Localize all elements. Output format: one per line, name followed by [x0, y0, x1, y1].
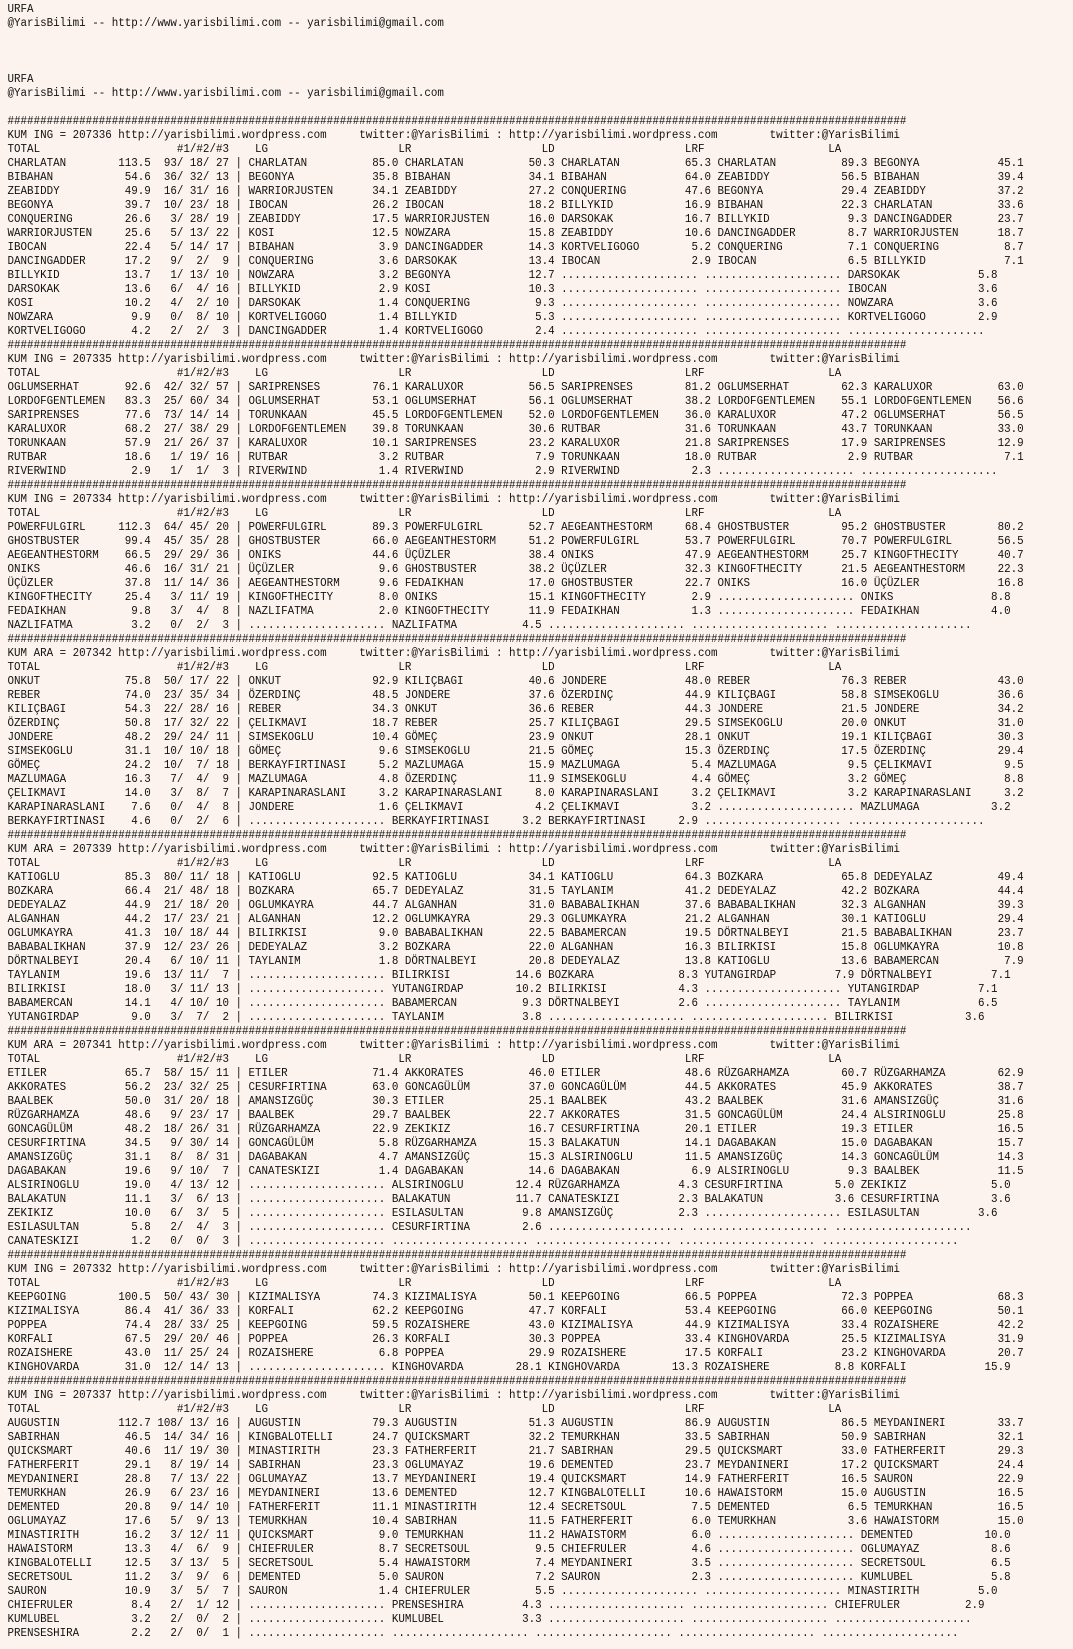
table-row: AKKORATES 56.2 23/ 32/ 25 | CESURFIRTINA 63.0 GONCAGÜLÜM 37.0 GONCAGÜLÜM 44.5 AKKORATES 45.9 AKKORATES 38.7 [7, 1081, 1024, 1094]
table-row: OGLUMKAYRA 41.3 10/ 18/ 44 | BILIRKISI 9.0 BABABALIKHAN 22.5 BABAMERCAN 19.5 DÖRTNALBEYI 21.5 BABABALIKHAN 23.7 [7, 927, 1024, 940]
section-separator: ########################################################################################################################################## [7, 1249, 907, 1262]
table-row: KILIÇBAGI 54.3 22/ 28/ 16 | REBER 34.3 ONKUT 36.6 REBER 44.3 JONDERE 21.5 JONDERE 34.2 [7, 703, 1024, 716]
table-row: POWERFULGIRL 112.3 64/ 45/ 20 | POWERFULGIRL 89.3 POWERFULGIRL 52.7 AEGEANTHESTORM 68.4 GHOSTBUSTER 95.2 GHOSTBUSTER 80.2 [7, 521, 1024, 534]
table-row: SECRETSOUL 11.2 3/ 9/ 6 | DEMENTED 5.0 SAURON 7.2 SAURON 2.3 ..................... KUMLUBEL 5.8 [7, 1571, 1011, 1584]
section-separator: ########################################################################################################################################## [7, 633, 907, 646]
table-row: KOSI 10.2 4/ 2/ 10 | DARSOKAK 1.4 CONQUERING 9.3 ..................... ..................... NOWZARA 3.6 [7, 297, 998, 310]
table-row: RÜZGARHAMZA 48.6 9/ 23/ 17 | BAALBEK 29.7 BAALBEK 22.7 AKKORATES 31.5 GONCAGÜLÜM 24.4 ALSIRINOGLU 25.8 [7, 1109, 1024, 1122]
table-row: SABIRHAN 46.5 14/ 34/ 16 | KINGBALOTELLI 24.7 QUICKSMART 32.2 TEMURKHAN 33.5 SABIRHAN 50.9 SABIRHAN 32.1 [7, 1431, 1024, 1444]
table-row: TORUNKAAN 57.9 21/ 26/ 37 | KARALUXOR 10.1 SARIPRENSES 23.2 KARALUXOR 21.8 SARIPRENSES 17.9 SARIPRENSES 12.9 [7, 437, 1024, 450]
table-row: BILLYKID 13.7 1/ 13/ 10 | NOWZARA 3.2 BEGONYA 12.7 ..................... ..................... DARSOKAK 5.8 [7, 269, 998, 282]
table-row: GÖMEÇ 24.2 10/ 7/ 18 | BERKAYFIRTINASI 5.2 MAZLUMAGA 15.9 MAZLUMAGA 5.4 MAZLUMAGA 9.5 ÇELIKMAVI 9.5 [7, 759, 1024, 772]
table-row: CHIEFRULER 8.4 2/ 1/ 12 | ..................... PRENSESHIRA 4.3 ..................... ..................... CHIEFRULER 2.9 [7, 1599, 985, 1612]
table-row: AUGUSTIN 112.7 108/ 13/ 16 | AUGUSTIN 79.3 AUGUSTIN 51.3 AUGUSTIN 86.9 AUGUSTIN 86.5 MEYDANINERI 33.7 [7, 1417, 1024, 1430]
section-separator: ########################################################################################################################################## [7, 339, 907, 352]
table-row: ÜÇÜZLER 37.8 11/ 14/ 36 | AEGEANTHESTORM 9.6 FEDAIKHAN 17.0 GHOSTBUSTER 22.7 ONIKS 16.0 ÜÇÜZLER 16.8 [7, 577, 1024, 590]
table-row: BAALBEK 50.0 31/ 20/ 18 | AMANSIZGÜÇ 30.3 ETILER 25.1 BAALBEK 43.2 BAALBEK 31.6 AMANSIZGÜÇ 31.6 [7, 1095, 1024, 1108]
column-header: TOTAL #1/#2/#3 LG LR LD LRF LA [7, 661, 842, 674]
table-row: KATIOGLU 85.3 80/ 11/ 18 | KATIOGLU 92.5 KATIOGLU 34.1 KATIOGLU 64.3 BOZKARA 65.8 DEDEYALAZ 49.4 [7, 871, 1024, 884]
race-header: KUM ARA = 207339 http://yarisbilimi.wordpress.com twitter:@YarisBilimi : http://yarisbilimi.wordpress.com twitter:@YarisBilimi [7, 843, 900, 856]
table-row: ALSIRINOGLU 19.0 4/ 13/ 12 | ..................... ALSIRINOGLU 12.4 RÜZGARHAMZA 4.3 CESURFIRTINA 5.0 ZEKIKIZ 5.0 [7, 1179, 1011, 1192]
blank-line [8, 31, 1009, 45]
column-header: TOTAL #1/#2/#3 LG LR LD LRF LA [7, 1053, 842, 1066]
race-header: KUM ARA = 207342 http://yarisbilimi.wordpress.com twitter:@YarisBilimi : http://yarisbilimi.wordpress.com twitter:@YarisBilimi [7, 647, 900, 660]
table-row: ESILASULTAN 5.8 2/ 4/ 3 | ..................... CESURFIRTINA 2.6 ..................... ..................... ..................... [7, 1221, 972, 1234]
table-row: YUTANGIRDAP 9.0 3/ 7/ 2 | ..................... TAYLANIM 3.8 ..................... ..................... BILIRKISI 3.6 [7, 1011, 985, 1024]
table-row: DARSOKAK 13.6 6/ 4/ 16 | BILLYKID 2.9 KOSI 10.3 ..................... ..................... IBOCAN 3.6 [7, 283, 998, 296]
table-row: SAURON 10.9 3/ 5/ 7 | SAURON 1.4 CHIEFRULER 5.5 ..................... ..................... MINASTIRITH 5.0 [7, 1585, 998, 1598]
table-row: RUTBAR 18.6 1/ 19/ 16 | RUTBAR 3.2 RUTBAR 7.9 TORUNKAAN 18.0 RUTBAR 2.9 RUTBAR 7.1 [7, 451, 1024, 464]
column-header: TOTAL #1/#2/#3 LG LR LD LRF LA [7, 857, 842, 870]
table-row: KARAPINARASLANI 7.6 0/ 4/ 8 | JONDERE 1.6 ÇELIKMAVI 4.2 ÇELIKMAVI 3.2 ..................... MAZLUMAGA 3.2 [7, 801, 1011, 814]
table-row: REBER 74.0 23/ 35/ 34 | ÖZERDINÇ 48.5 JONDERE 37.6 ÖZERDINÇ 44.9 KILIÇBAGI 58.8 SIMSEKOGLU 36.6 [7, 689, 1024, 702]
table-row: KUMLUBEL 3.2 2/ 0/ 2 | ..................... KUMLUBEL 3.3 ..................... ..................... ..................... [7, 1613, 972, 1626]
table-row: BALAKATUN 11.1 3/ 6/ 13 | ..................... BALAKATUN 11.7 CANATESKIZI 2.3 BALAKATUN 3.6 CESURFIRTINA 3.6 [7, 1193, 1011, 1206]
table-row: CHARLATAN 113.5 93/ 18/ 27 | CHARLATAN 85.0 CHARLATAN 50.3 CHARLATAN 65.3 CHARLATAN 89.3 BEGONYA 45.1 [7, 157, 1024, 170]
table-row: ONIKS 46.6 16/ 31/ 21 | ÜÇÜZLER 9.6 GHOSTBUSTER 38.2 ÜÇÜZLER 32.3 KINGOFTHECITY 21.5 AEGEANTHESTORM 22.3 [7, 563, 1024, 576]
table-row: KINGHOVARDA 31.0 12/ 14/ 13 | ..................... KINGHOVARDA 28.1 KINGHOVARDA 13.3 ROZAISHERE 8.8 KORFALI 15.9 [7, 1361, 1011, 1374]
table-row: MAZLUMAGA 16.3 7/ 4/ 9 | MAZLUMAGA 4.8 ÖZERDINÇ 11.9 SIMSEKOGLU 4.4 GÖMEÇ 3.2 GÖMEÇ 8.8 [7, 773, 1024, 786]
page-title: URFA [7, 73, 34, 86]
table-row: RIVERWIND 2.9 1/ 1/ 3 | RIVERWIND 1.4 RIVERWIND 2.9 RIVERWIND 2.3 ..................... ..................... [7, 465, 998, 478]
table-row: FATHERFERIT 29.1 8/ 19/ 14 | SABIRHAN 23.3 OGLUMAYAZ 19.6 DEMENTED 23.7 MEYDANINERI 17.2 QUICKSMART 24.4 [7, 1459, 1024, 1472]
table-row: ONKUT 75.8 50/ 17/ 22 | ONKUT 92.9 KILIÇBAGI 40.6 JONDERE 48.0 REBER 76.3 REBER 43.0 [7, 675, 1024, 688]
table-row: NOWZARA 9.9 0/ 8/ 10 | KORTVELIGOGO 1.4 BILLYKID 5.3 ..................... ..................... KORTVELIGOGO 2.9 [7, 311, 998, 324]
table-row: BABABALIKHAN 37.9 12/ 23/ 26 | DEDEYALAZ 3.2 BOZKARA 22.0 ALGANHAN 16.3 BILIRKISI 15.8 OGLUMKAYRA 10.8 [7, 941, 1024, 954]
table-row: DEDEYALAZ 44.9 21/ 18/ 20 | OGLUMKAYRA 44.7 ALGANHAN 31.0 BABABALIKHAN 37.6 BABABALIKHAN 32.3 ALGANHAN 39.3 [7, 899, 1024, 912]
table-row: LORDOFGENTLEMEN 83.3 25/ 60/ 34 | OGLUMSERHAT 53.1 OGLUMSERHAT 56.1 OGLUMSERHAT 38.2 LORDOFGENTLEMEN 55.1 LORDOFGENTLEMEN 56.6 [7, 395, 1024, 408]
table-row: BABAMERCAN 14.1 4/ 10/ 10 | ..................... BABAMERCAN 9.3 DÖRTNALBEYI 2.6 ..................... TAYLANIM 6.5 [7, 997, 998, 1010]
race-header: KUM ING = 207334 http://yarisbilimi.wordpress.com twitter:@YarisBilimi : http://yarisbilimi.wordpress.com twitter:@YarisBilimi [7, 493, 900, 506]
table-row: KINGBALOTELLI 12.5 3/ 13/ 5 | SECRETSOUL 5.4 HAWAISTORM 7.4 MEYDANINERI 3.5 ..................... SECRETSOUL 6.5 [7, 1557, 1011, 1570]
race-header: KUM ING = 207336 http://yarisbilimi.wordpress.com twitter:@YarisBilimi : http://yarisbilimi.wordpress.com twitter:@YarisBilimi [7, 129, 900, 142]
table-row: DÖRTNALBEYI 20.4 6/ 10/ 11 | TAYLANIM 1.8 DÖRTNALBEYI 20.8 DEDEYALAZ 13.8 KATIOGLU 13.6 BABAMERCAN 7.9 [7, 955, 1024, 968]
table-row: CESURFIRTINA 34.5 9/ 30/ 14 | GONCAGÜLÜM 5.8 RÜZGARHAMZA 15.3 BALAKATUN 14.1 DAGABAKAN 15.0 DAGABAKAN 15.7 [7, 1137, 1024, 1150]
blank-line [8, 101, 1009, 115]
table-row: MEYDANINERI 28.8 7/ 13/ 22 | OGLUMAYAZ 13.7 MEYDANINERI 19.4 QUICKSMART 14.9 FATHERFERIT 16.5 SAURON 22.9 [7, 1473, 1024, 1486]
table-row: BEGONYA 39.7 10/ 23/ 18 | IBOCAN 26.2 IBOCAN 18.2 BILLYKID 16.9 BIBAHAN 22.3 CHARLATAN 33.6 [7, 199, 1024, 212]
table-row: SARIPRENSES 77.6 73/ 14/ 14 | TORUNKAAN 45.5 LORDOFGENTLEMEN 52.0 LORDOFGENTLEMEN 36.0 KARALUXOR 47.2 OGLUMSERHAT 56.5 [7, 409, 1024, 422]
race-header: KUM ING = 207332 http://yarisbilimi.wordpress.com twitter:@YarisBilimi : http://yarisbilimi.wordpress.com twitter:@YarisBilimi [7, 1263, 900, 1276]
table-row: DEMENTED 20.8 9/ 14/ 10 | FATHERFERIT 11.1 MINASTIRITH 12.4 SECRETSOUL 7.5 DEMENTED 6.5 TEMURKHAN 16.5 [7, 1501, 1024, 1514]
table-row: KEEPGOING 100.5 50/ 43/ 30 | KIZIMALISYA 74.3 KIZIMALISYA 50.1 KEEPGOING 66.5 POPPEA 72.3 POPPEA 68.3 [7, 1291, 1024, 1304]
table-row: JONDERE 48.2 29/ 24/ 11 | SIMSEKOGLU 10.4 GÖMEÇ 23.9 ONKUT 28.1 ONKUT 19.1 KILIÇBAGI 30.3 [7, 731, 1024, 744]
table-row: DANCINGADDER 17.2 9/ 2/ 9 | CONQUERING 3.6 DARSOKAK 13.4 IBOCAN 2.9 IBOCAN 6.5 BILLYKID 7.1 [7, 255, 1024, 268]
section-separator: ########################################################################################################################################## [7, 479, 907, 492]
race-header: KUM ING = 207335 http://yarisbilimi.wordpress.com twitter:@YarisBilimi : http://yarisbilimi.wordpress.com twitter:@YarisBilimi [7, 353, 900, 366]
section-separator: ########################################################################################################################################## [7, 115, 907, 128]
section-separator: ########################################################################################################################################## [7, 829, 907, 842]
section-separator: ########################################################################################################################################## [7, 1375, 907, 1388]
race-header: KUM ING = 207337 http://yarisbilimi.wordpress.com twitter:@YarisBilimi : http://yarisbilimi.wordpress.com twitter:@YarisBilimi [7, 1389, 900, 1402]
table-row: HAWAISTORM 13.3 4/ 6/ 9 | CHIEFRULER 8.7 SECRETSOUL 9.5 CHIEFRULER 4.6 ..................... OGLUMAYAZ 8.6 [7, 1543, 1011, 1556]
byline: @YarisBilimi -- http://www.yarisbilimi.com -- yarisbilimi@gmail.com [7, 87, 444, 100]
table-row: AEGEANTHESTORM 66.5 29/ 29/ 36 | ONIKS 44.6 ÜÇÜZLER 38.4 ONIKS 47.9 AEGEANTHESTORM 25.7 KINGOFTHECITY 40.7 [7, 549, 1024, 562]
table-row: GHOSTBUSTER 99.4 45/ 35/ 28 | GHOSTBUSTER 66.0 AEGEANTHESTORM 51.2 POWERFULGIRL 53.7 POWERFULGIRL 70.7 POWERFULGIRL 56.5 [7, 535, 1024, 548]
table-row: NAZLIFATMA 3.2 0/ 2/ 3 | ..................... NAZLIFATMA 4.5 ..................... ..................... ..................... [7, 619, 972, 632]
table-row: KORTVELIGOGO 4.2 2/ 2/ 3 | DANCINGADDER 1.4 KORTVELIGOGO 2.4 ..................... ..................... ..................... [7, 325, 985, 338]
table-row: KINGOFTHECITY 25.4 3/ 11/ 19 | KINGOFTHECITY 8.0 ONIKS 15.1 KINGOFTHECITY 2.9 ..................... ONIKS 8.8 [7, 591, 1011, 604]
table-row: TEMURKHAN 26.9 6/ 23/ 16 | MEYDANINERI 13.6 DEMENTED 12.7 KINGBALOTELLI 10.6 HAWAISTORM 15.0 AUGUSTIN 16.5 [7, 1487, 1024, 1500]
table-row: BILIRKISI 18.0 3/ 11/ 13 | ..................... YUTANGIRDAP 10.2 BILIRKISI 4.3 ..................... YUTANGIRDAP 7.1 [7, 983, 998, 996]
table-row: PRENSESHIRA 2.2 2/ 0/ 1 | ..................... ..................... ..................... ..................... ..................... [7, 1627, 959, 1640]
table-row: ZEABIDDY 49.9 16/ 31/ 16 | WARRIORJUSTEN 34.1 ZEABIDDY 27.2 CONQUERING 47.6 BEGONYA 29.4 ZEABIDDY 37.2 [7, 185, 1024, 198]
table-row: ROZAISHERE 43.0 11/ 25/ 24 | ROZAISHERE 6.8 POPPEA 29.9 ROZAISHERE 17.5 KORFALI 23.2 KINGHOVARDA 20.7 [7, 1347, 1024, 1360]
table-row: KORFALI 67.5 29/ 20/ 46 | POPPEA 26.3 KORFALI 30.3 POPPEA 33.4 KINGHOVARDA 25.5 KIZIMALISYA 31.9 [7, 1333, 1024, 1346]
table-row: OGLUMSERHAT 92.6 42/ 32/ 57 | SARIPRENSES 76.1 KARALUXOR 56.5 SARIPRENSES 81.2 OGLUMSERHAT 62.3 KARALUXOR 63.0 [7, 381, 1024, 394]
section-separator: ########################################################################################################################################## [7, 1025, 907, 1038]
table-row: AMANSIZGÜÇ 31.1 8/ 8/ 31 | DAGABAKAN 4.7 AMANSIZGÜÇ 15.3 ALSIRINOGLU 11.5 AMANSIZGÜÇ 14.3 GONCAGÜLÜM 14.3 [7, 1151, 1024, 1164]
table-row: KARALUXOR 68.2 27/ 38/ 29 | LORDOFGENTLEMEN 39.8 TORUNKAAN 30.6 RUTBAR 31.6 TORUNKAAN 43.7 TORUNKAAN 33.0 [7, 423, 1024, 436]
race-header: KUM ARA = 207341 http://yarisbilimi.wordpress.com twitter:@YarisBilimi : http://yarisbilimi.wordpress.com twitter:@YarisBilimi [7, 1039, 900, 1052]
table-row: GONCAGÜLÜM 48.2 18/ 26/ 31 | RÜZGARHAMZA 22.9 ZEKIKIZ 16.7 CESURFIRTINA 20.1 ETILER 19.3 ETILER 16.5 [7, 1123, 1024, 1136]
table-row: QUICKSMART 40.6 11/ 19/ 30 | MINASTIRITH 23.3 FATHERFERIT 21.7 SABIRHAN 29.5 QUICKSMART 33.0 FATHERFERIT 29.3 [7, 1445, 1024, 1458]
page-title: URFA [7, 3, 34, 16]
column-header: TOTAL #1/#2/#3 LG LR LD LRF LA [7, 1277, 842, 1290]
table-row: BOZKARA 66.4 21/ 48/ 18 | BOZKARA 65.7 DEDEYALAZ 31.5 TAYLANIM 41.2 DEDEYALAZ 42.2 BOZKARA 44.4 [7, 885, 1024, 898]
column-header: TOTAL #1/#2/#3 LG LR LD LRF LA [7, 143, 842, 156]
table-row: ZEKIKIZ 10.0 6/ 3/ 5 | ..................... ESILASULTAN 9.8 AMANSIZGÜÇ 2.3 ..................... ESILASULTAN 3.6 [7, 1207, 998, 1220]
blank-line [8, 59, 1009, 73]
byline: @YarisBilimi -- http://www.yarisbilimi.com -- yarisbilimi@gmail.com [7, 17, 444, 30]
blank-line [8, 45, 1009, 59]
table-row: KIZIMALISYA 86.4 41/ 36/ 33 | KORFALI 62.2 KEEPGOING 47.7 KORFALI 53.4 KEEPGOING 66.0 KEEPGOING 50.1 [7, 1305, 1024, 1318]
table-row: WARRIORJUSTEN 25.6 5/ 13/ 22 | KOSI 12.5 NOWZARA 15.8 ZEABIDDY 10.6 DANCINGADDER 8.7 WARRIORJUSTEN 18.7 [7, 227, 1024, 240]
table-row: MINASTIRITH 16.2 3/ 12/ 11 | QUICKSMART 9.0 TEMURKHAN 11.2 HAWAISTORM 6.0 ..................... DEMENTED 10.0 [7, 1529, 1011, 1542]
table-row: IBOCAN 22.4 5/ 14/ 17 | BIBAHAN 3.9 DANCINGADDER 14.3 KORTVELIGOGO 5.2 CONQUERING 7.1 CONQUERING 8.7 [7, 241, 1024, 254]
table-row: ÖZERDINÇ 50.8 17/ 32/ 22 | ÇELIKMAVI 18.7 REBER 25.7 KILIÇBAGI 29.5 SIMSEKOGLU 20.0 ONKUT 31.0 [7, 717, 1024, 730]
table-row: FEDAIKHAN 9.8 3/ 4/ 8 | NAZLIFATMA 2.0 KINGOFTHECITY 11.9 FEDAIKHAN 1.3 ..................... FEDAIKHAN 4.0 [7, 605, 1011, 618]
table-row: ÇELIKMAVI 14.0 3/ 8/ 7 | KARAPINARASLANI 3.2 KARAPINARASLANI 8.0 KARAPINARASLANI 3.2 ÇELIKMAVI 3.2 KARAPINARASLANI 3.2 [7, 787, 1024, 800]
table-row: ETILER 65.7 58/ 15/ 11 | ETILER 71.4 AKKORATES 46.0 ETILER 48.6 RÜZGARHAMZA 60.7 RÜZGARHAMZA 62.9 [7, 1067, 1024, 1080]
table-row: TAYLANIM 19.6 13/ 11/ 7 | ..................... BILIRKISI 14.6 BOZKARA 8.3 YUTANGIRDAP 7.9 DÖRTNALBEYI 7.1 [7, 969, 1011, 982]
table-row: ALGANHAN 44.2 17/ 23/ 21 | ALGANHAN 12.2 OGLUMKAYRA 29.3 OGLUMKAYRA 21.2 ALGANHAN 30.1 KATIOGLU 29.4 [7, 913, 1024, 926]
table-row: POPPEA 74.4 28/ 33/ 25 | KEEPGOING 59.5 ROZAISHERE 43.0 KIZIMALISYA 44.9 KIZIMALISYA 33.4 ROZAISHERE 42.2 [7, 1319, 1024, 1332]
table-row: OGLUMAYAZ 17.6 5/ 9/ 13 | TEMURKHAN 10.4 SABIRHAN 11.5 FATHERFERIT 6.0 TEMURKHAN 3.6 HAWAISTORM 15.0 [7, 1515, 1024, 1528]
column-header: TOTAL #1/#2/#3 LG LR LD LRF LA [7, 1403, 842, 1416]
column-header: TOTAL #1/#2/#3 LG LR LD LRF LA [7, 507, 842, 520]
table-row: DAGABAKAN 19.6 9/ 10/ 7 | CANATESKIZI 1.4 DAGABAKAN 14.6 DAGABAKAN 6.9 ALSIRINOGLU 9.3 BAALBEK 11.5 [7, 1165, 1024, 1178]
table-row: CANATESKIZI 1.2 0/ 0/ 3 | ..................... ..................... ..................... ..................... ..................... [7, 1235, 959, 1248]
table-row: BIBAHAN 54.6 36/ 32/ 13 | BEGONYA 35.8 BIBAHAN 34.1 BIBAHAN 64.0 ZEABIDDY 56.5 BIBAHAN 39.4 [7, 171, 1024, 184]
column-header: TOTAL #1/#2/#3 LG LR LD LRF LA [7, 367, 842, 380]
table-row: CONQUERING 26.6 3/ 28/ 19 | ZEABIDDY 17.5 WARRIORJUSTEN 16.0 DARSOKAK 16.7 BILLYKID 9.3 DANCINGADDER 23.7 [7, 213, 1024, 226]
table-row: BERKAYFIRTINASI 4.6 0/ 2/ 6 | ..................... BERKAYFIRTINASI 3.2 BERKAYFIRTINASI 2.9 ..................... ..................... [7, 815, 985, 828]
table-row: SIMSEKOGLU 31.1 10/ 10/ 18 | GÖMEÇ 9.6 SIMSEKOGLU 21.5 GÖMEÇ 15.3 ÖZERDINÇ 17.5 ÖZERDINÇ 29.4 [7, 745, 1024, 758]
